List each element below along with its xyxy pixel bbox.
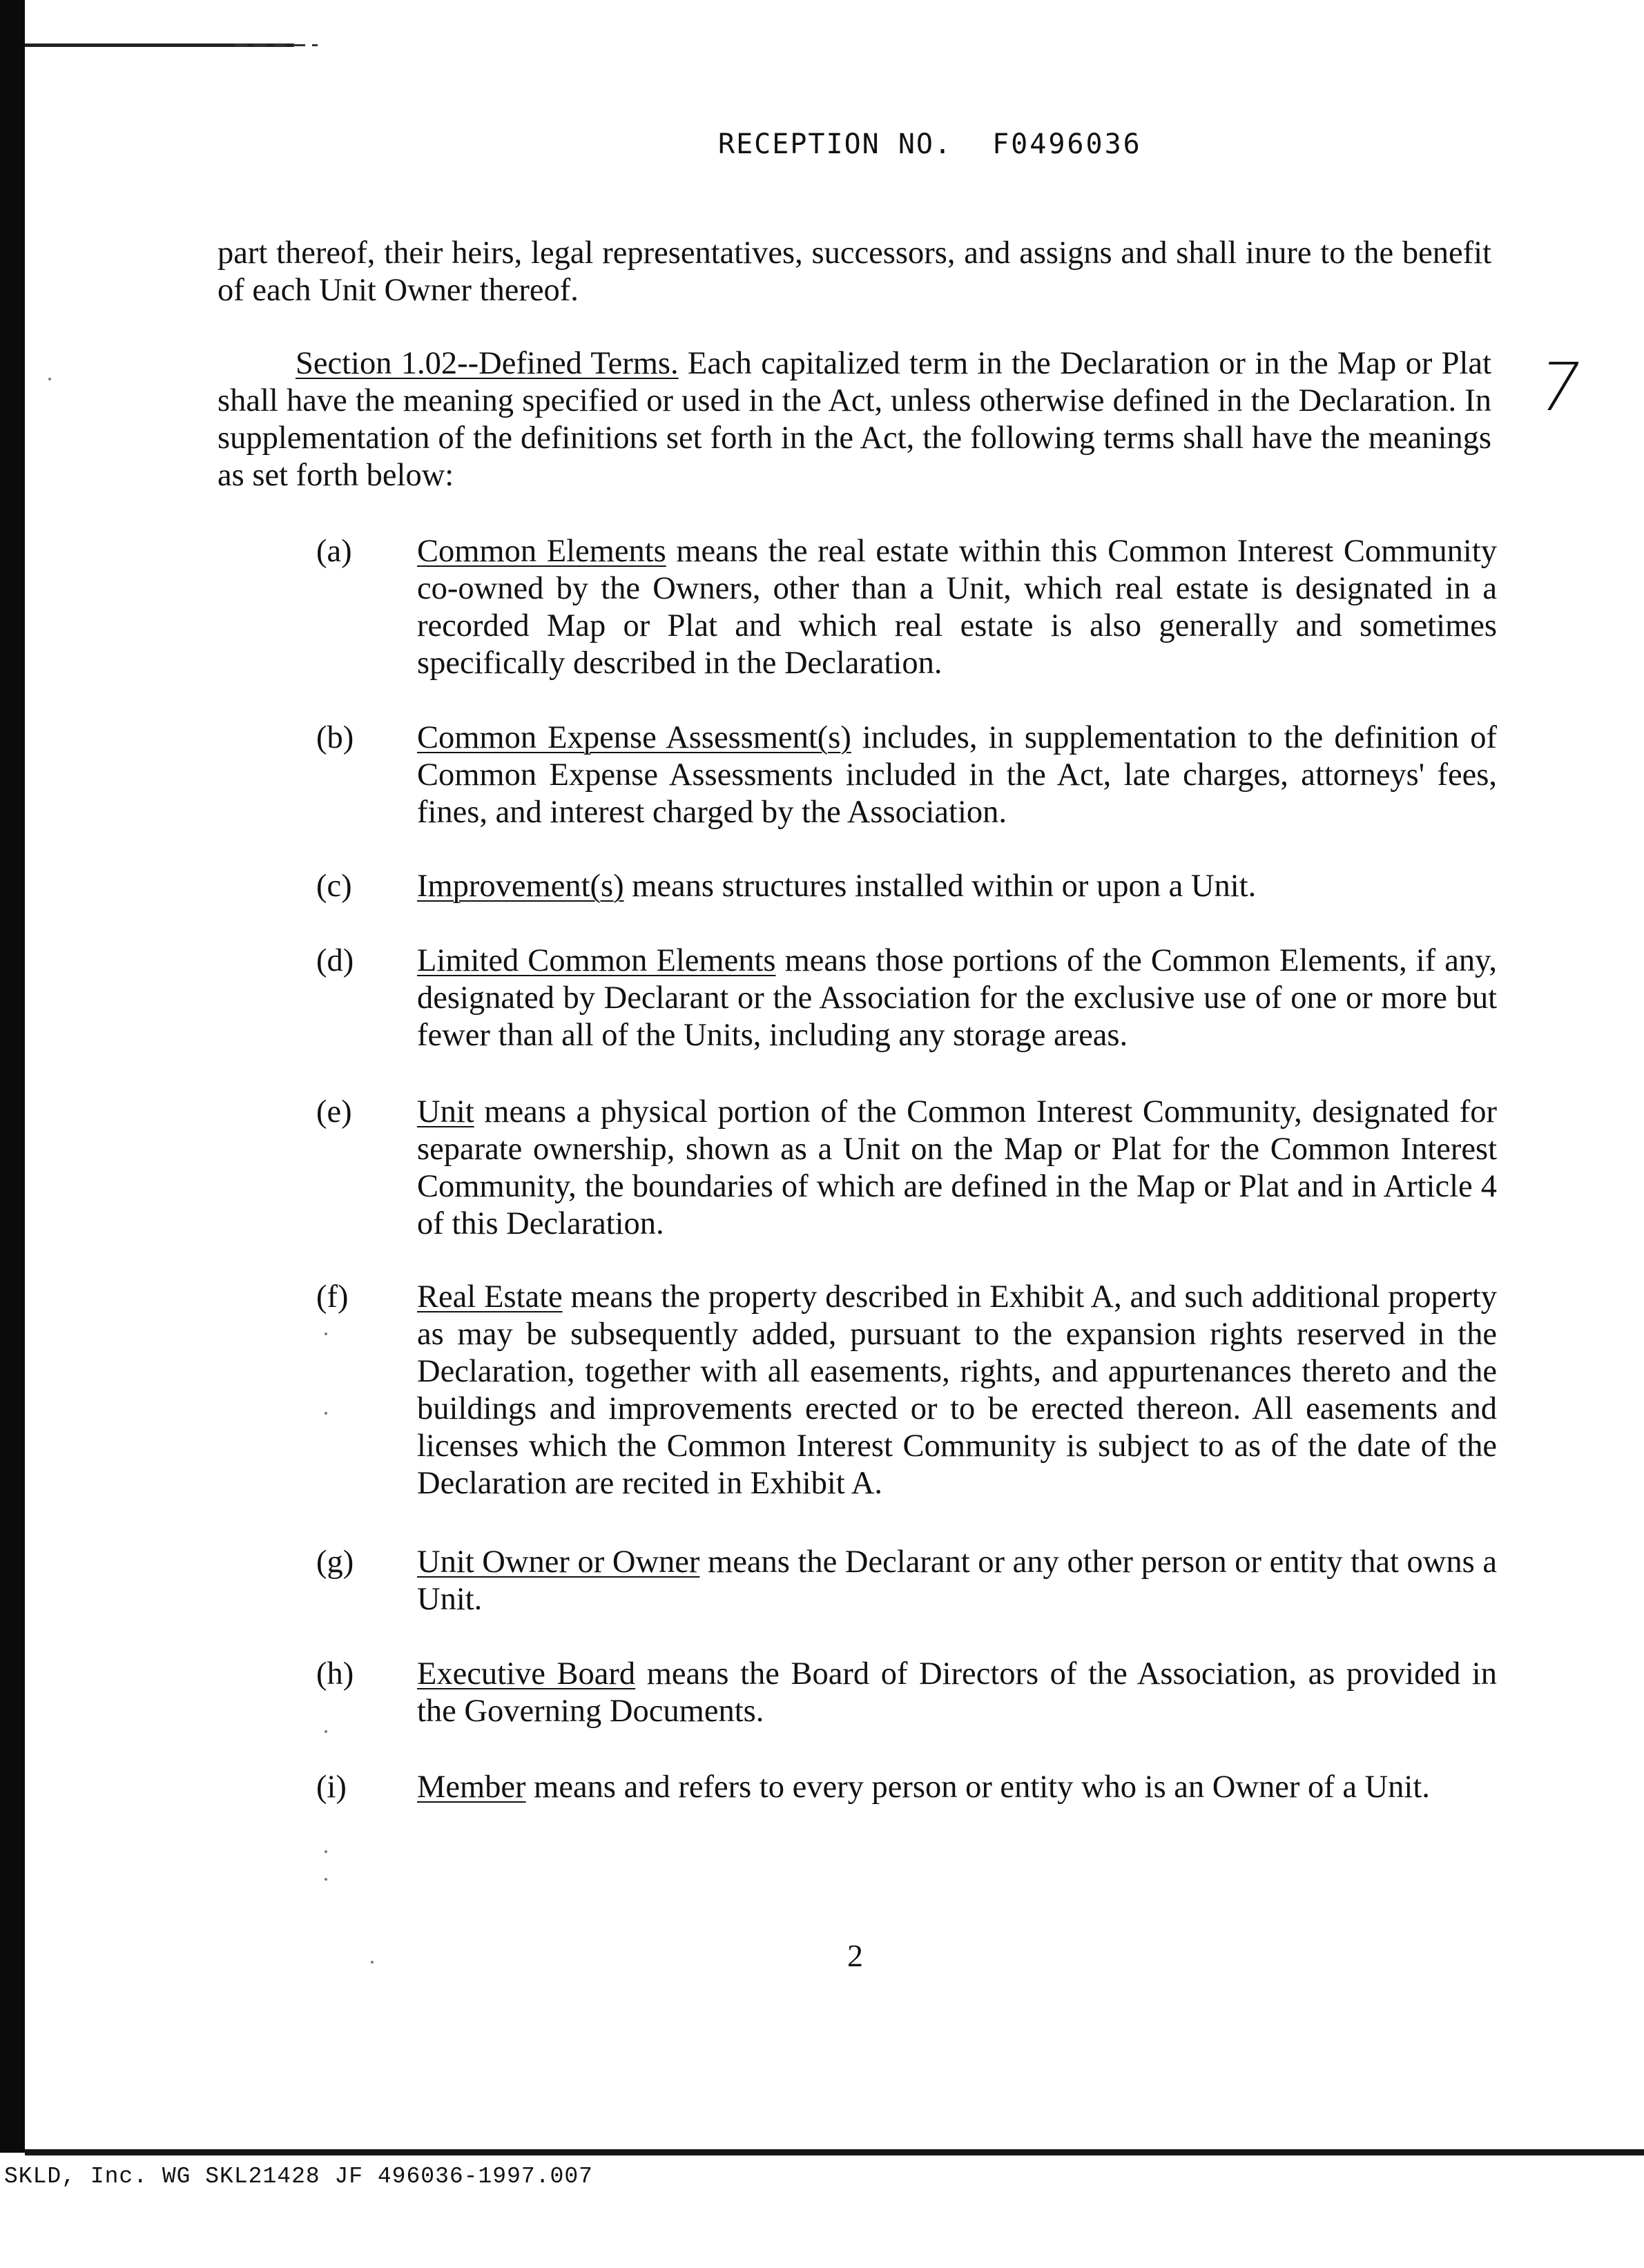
definition-body: means the Declarant or any other person or entity that owns a Unit. [417, 1544, 1497, 1617]
definition-text [417, 1769, 1497, 1806]
definition-term: Common Expense Assessment(s) [417, 720, 851, 755]
definition-term: Unit Owner or Owner [417, 1544, 700, 1580]
bottom-edge-rule [25, 2149, 1644, 2155]
definition-letter: (a) [316, 534, 352, 569]
definition-text [417, 1279, 1497, 1502]
margin-handwritten-mark: 7 [1530, 349, 1589, 426]
scan-speck [325, 1412, 327, 1415]
definition-body: means the Board of Directors of the Association, as provided in the Governing Documents. [417, 1656, 1497, 1729]
scan-speck [48, 378, 51, 380]
footer-reference: SKLD, Inc. WG SKL21428 JF 496036-1997.007 [4, 2164, 593, 2189]
definition-text [417, 533, 1497, 682]
definition-letter: (f) [316, 1279, 349, 1315]
definition-letter: (g) [316, 1544, 354, 1580]
section-paragraph [217, 345, 1491, 494]
definition-body: means those portions of the Common Elements, if any, designated by Declarant or the Association for the exclusive use of one or more but fewer than all of the Units, including any storage areas. [417, 943, 1498, 1053]
definition-term: Improvement(s) [417, 869, 624, 904]
definition-text [417, 942, 1497, 1054]
definition-letter: (d) [316, 943, 354, 978]
definition-letter: (h) [316, 1656, 354, 1692]
scan-edge-bar [0, 0, 25, 2153]
definition-letter: (b) [316, 720, 354, 755]
intro-paragraph: part thereof, their heirs, legal representatives, successors, and assigns and shall inure to the benefit of each Unit Owner thereof. [217, 235, 1491, 308]
scan-speck [325, 1878, 327, 1881]
section-heading: Section 1.02--Defined Terms. [296, 346, 679, 381]
definition-body: means the property described in Exhibit A, and such additional property as may be subsequently added, pursuant to the expansion rights reserved in the Declaration, together with all easements, rights, and appurtenances thereto and the buildings and improvements erected or to be erected thereon. All easements and licenses which the Common Interest Community is subject to as of the date of the Declaration are recited in Exhibit A. [417, 1279, 1497, 1501]
definition-body: means a physical portion of the Common Interest Community, designated for separate ownership, shown as a Unit on the Map or Plat for the Common Interest Community, the boundaries of which are defined in the Map or Plat and in Article 4 of this Declaration. [417, 1094, 1497, 1241]
definition-term: Unit [417, 1094, 474, 1130]
definition-text [417, 1544, 1497, 1618]
definition-term: Executive Board [417, 1656, 636, 1692]
scan-speck [325, 1332, 327, 1335]
definition-text [417, 868, 1497, 905]
scan-speck [325, 1730, 327, 1733]
definition-text [417, 1094, 1497, 1243]
page-number: 2 [847, 1938, 863, 1973]
definition-text [417, 719, 1497, 831]
definition-letter: (i) [316, 1770, 347, 1805]
definition-body: means and refers to every person or entity who is an Owner of a Unit. [525, 1770, 1430, 1805]
reception-stamp [718, 128, 1142, 160]
definition-body: includes, in supplementation to the definition of Common Expense Assessments included in the Act, late charges, attorneys' fees, fines, and interest charged by the Association. [417, 720, 1497, 830]
definition-letter: (c) [316, 869, 352, 904]
section-text: Each capitalized term in the Declaration or in the Map or Plat shall have the meaning specified or used in the Act, unless otherwise defined in the Declaration. In supplementation of the definitions set forth in the Act, the following terms shall have the meanings as set forth below: [217, 346, 1491, 493]
definition-term: Limited Common Elements [417, 943, 776, 978]
definition-body: means structures installed within or upon a Unit. [623, 869, 1257, 904]
top-edge-dash [235, 44, 318, 46]
scan-speck [325, 1850, 327, 1853]
definition-term: Real Estate [417, 1279, 563, 1315]
definition-term: Member [417, 1770, 526, 1805]
reception-number: F0496036 [992, 128, 1142, 160]
definition-term: Common Elements [417, 534, 666, 569]
definition-body: means the real estate within this Common Interest Community co-owned by the Owners, other than a Unit, which real estate is designated in a recorded Map or Plat and which real estate is also generally and sometimes specifically described in the Declaration. [417, 534, 1498, 681]
scan-speck [371, 1961, 374, 1964]
definition-text [417, 1656, 1497, 1730]
definition-letter: (e) [316, 1094, 352, 1130]
reception-label: RECEPTION NO. [718, 128, 953, 160]
